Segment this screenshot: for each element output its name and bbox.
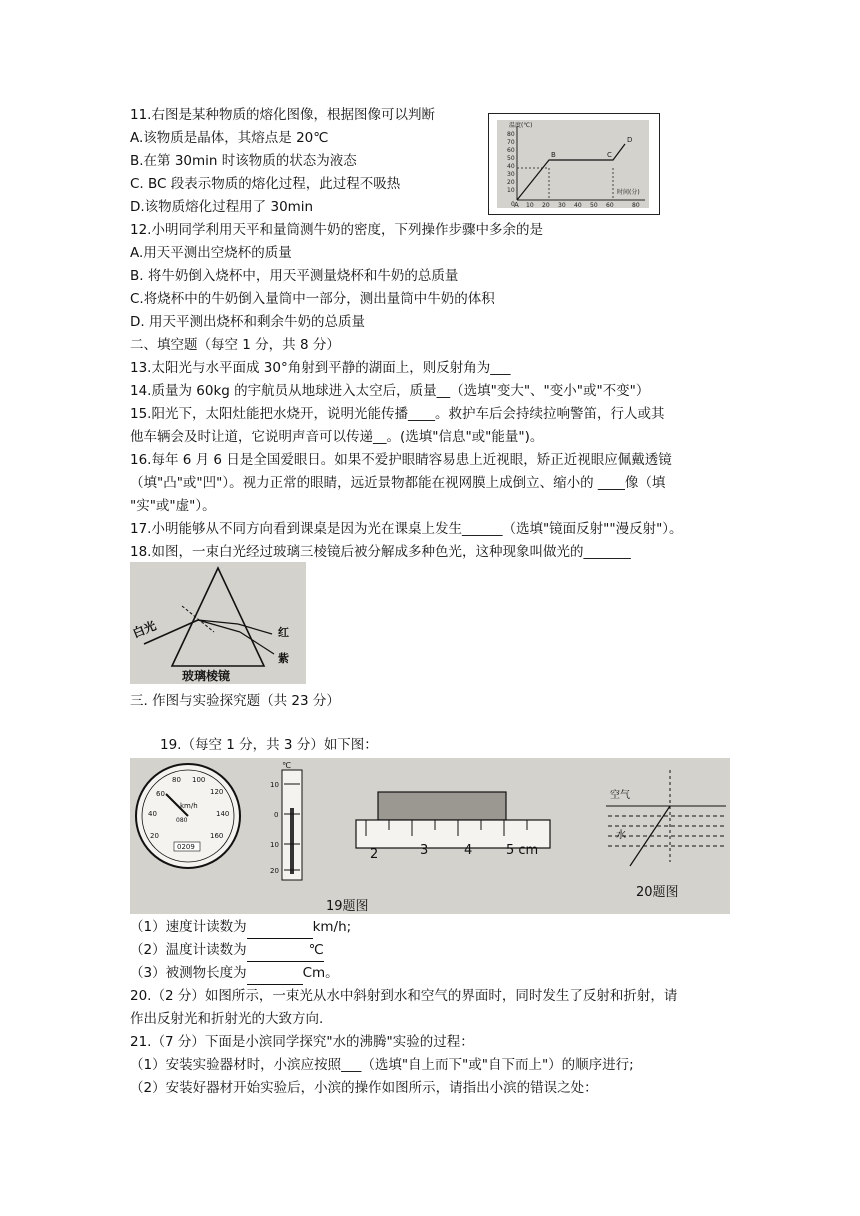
prism-caption: 玻璃棱镜 bbox=[182, 669, 231, 683]
speed-tick: 60 bbox=[156, 790, 165, 798]
xtick: 50 bbox=[590, 202, 598, 208]
q21-line-2: （1）安装实验器材时，小滨应按照___（选填"自上而下"或"自下而上"）的顺序进行; bbox=[130, 1057, 634, 1073]
graph-origin: 0 bbox=[511, 201, 515, 208]
odometer: 0209 bbox=[177, 843, 195, 851]
xtick: 40 bbox=[574, 202, 582, 208]
q16-line-2: （填"凸"或"凹"）。视力正常的眼睛，远近景物都能在视网膜上成倒立、缩小的 ____像（填 bbox=[130, 475, 666, 491]
thermo-tick: 10 bbox=[270, 781, 279, 789]
q19-stem: 19.（每空 1 分，共 3 分）如下图： bbox=[160, 737, 378, 753]
speed-tick: 80 bbox=[172, 776, 181, 784]
q17: 17.小明能够从不同方向看到课桌是因为光在课桌上发生______（选填"镜面反射""漫反射"）。 bbox=[130, 521, 683, 537]
melting-graph bbox=[497, 120, 649, 208]
blank[interactable]: ℃ bbox=[247, 939, 324, 962]
ytick: 20 bbox=[507, 179, 515, 186]
speed-unit: km/h bbox=[180, 802, 198, 810]
ytick: 50 bbox=[507, 155, 515, 162]
xtick: 20 bbox=[542, 202, 550, 208]
q21-line-1: 21.（7 分）下面是小滨同学探究"水的沸腾"实验的过程： bbox=[130, 1034, 474, 1050]
thermo-unit: ℃ bbox=[282, 761, 291, 770]
label-water: 水 bbox=[616, 830, 626, 841]
section-3-heading: 三. 作图与实验探究题（共 23 分） bbox=[130, 693, 340, 709]
speedometer bbox=[136, 764, 240, 868]
label-violet: 紫 bbox=[278, 652, 289, 665]
ruler-tick: 2 bbox=[370, 847, 379, 862]
q18: 18.如图，一束白光经过玻璃三棱镜后被分解成多种色光，这种现象叫做光的_______ bbox=[130, 544, 631, 560]
point-b: B bbox=[551, 151, 556, 159]
graph-xlabel: 时间(分) bbox=[617, 189, 640, 196]
section-2-heading: 二、填空题（每空 1 分，共 8 分） bbox=[130, 337, 340, 353]
point-a: A bbox=[514, 201, 519, 208]
speed-inner-ticks: 080 bbox=[176, 817, 188, 824]
q12-stem: 12.小明同学利用天平和量筒测牛奶的密度，下列操作步骤中多余的是 bbox=[130, 222, 543, 238]
melting-graph-frame bbox=[488, 113, 660, 215]
point-d: D bbox=[627, 136, 633, 144]
speed-tick: 100 bbox=[192, 776, 206, 784]
thermo-tick: 20 bbox=[270, 867, 279, 875]
ytick: 10 bbox=[507, 187, 515, 194]
ytick: 30 bbox=[507, 171, 515, 178]
ytick: 80 bbox=[507, 131, 515, 138]
q12-option-a: A.用天平测出空烧杯的质量 bbox=[130, 245, 292, 261]
instruments-figure bbox=[130, 758, 730, 914]
thermo-tick: 0 bbox=[274, 811, 279, 819]
q15-line-2: 他车辆会及时让道，它说明声音可以传递__。(选填"信息"或"能量")。 bbox=[130, 429, 544, 445]
q12-option-b: B. 将牛奶倒入烧杯中，用天平测量烧杯和牛奶的总质量 bbox=[130, 268, 459, 284]
xtick: 30 bbox=[558, 202, 566, 208]
ytick: 60 bbox=[507, 147, 515, 154]
caption-20: 20题图 bbox=[636, 885, 679, 900]
q11-option-b: B.在第 30min 时该物质的状态为液态 bbox=[130, 153, 357, 169]
q21-line-3: （2）安装好器材开始实验后，小滨的操作如图所示，请指出小滨的错误之处： bbox=[130, 1080, 598, 1096]
q19-answer-2: （2）温度计读数为 ℃ bbox=[130, 939, 324, 962]
thermo-tick: 10 bbox=[270, 841, 279, 849]
q20-line-2: 作出反射光和折射光的大致方向. bbox=[130, 1011, 324, 1027]
refraction-diagram bbox=[606, 770, 726, 900]
xtick: 80 bbox=[632, 202, 640, 208]
q16-line-1: 16.每年 6 月 6 日是全国爱眼日。如果不爱护眼睛容易患上近视眼，矫正近视眼应佩戴透镜 bbox=[130, 452, 672, 468]
thermometer bbox=[270, 761, 302, 880]
ruler-tick: 4 bbox=[464, 843, 473, 858]
q20-line-1: 20.（2 分）如图所示，一束光从水中斜射到水和空气的界面时，同时发生了反射和折射，请 bbox=[130, 988, 678, 1004]
speed-tick: 160 bbox=[210, 832, 224, 840]
xtick: 10 bbox=[526, 202, 534, 208]
q19-answer-3: （3）被测物长度为 Cm。 bbox=[130, 962, 339, 985]
q11-option-c: C. BC 段表示物质的熔化过程，此过程不吸热 bbox=[130, 176, 401, 192]
q11-stem: 11.右图是某种物质的熔化图像，根据图像可以判断 bbox=[130, 107, 435, 123]
prism-triangle bbox=[172, 568, 264, 666]
blank[interactable] bbox=[247, 916, 313, 939]
q12-option-c: C.将烧杯中的牛奶倒入量筒中一部分，测出量筒中牛奶的体积 bbox=[130, 291, 495, 307]
speed-tick: 140 bbox=[216, 810, 230, 818]
ytick: 70 bbox=[507, 139, 515, 146]
graph-xticks bbox=[526, 202, 640, 208]
q12-option-d: D. 用天平测出烧杯和剩余牛奶的总质量 bbox=[130, 314, 365, 330]
graph-yticks bbox=[507, 131, 515, 194]
q19-answer-1: （1）速度计读数为 km/h; bbox=[130, 916, 351, 939]
speed-tick: 20 bbox=[150, 832, 159, 840]
ruler bbox=[356, 792, 550, 862]
q11-option-d: D.该物质熔化过程用了 30min bbox=[130, 199, 314, 215]
q11-option-a: A.该物质是晶体，其熔点是 20℃ bbox=[130, 130, 329, 146]
speed-tick: 40 bbox=[148, 810, 157, 818]
speed-tick: 120 bbox=[210, 788, 224, 796]
measured-block bbox=[378, 792, 506, 820]
q14: 14.质量为 60kg 的宇航员从地球进入太空后，质量__（选填"变大"、"变小"或"不变"） bbox=[130, 383, 650, 399]
ruler-tick: 3 bbox=[420, 843, 429, 858]
graph-ylabel: 温度(℃) bbox=[509, 122, 533, 129]
point-c: C bbox=[607, 151, 612, 159]
ytick: 40 bbox=[507, 163, 515, 170]
xtick: 60 bbox=[606, 202, 614, 208]
caption-19: 19题图 bbox=[326, 899, 369, 914]
label-air: 空气 bbox=[610, 790, 630, 801]
q16-line-3: "实"或"虚"）。 bbox=[130, 498, 216, 514]
label-red: 红 bbox=[278, 626, 289, 639]
prism-figure bbox=[130, 562, 306, 684]
q13: 13.太阳光与水平面成 30°角射到平静的湖面上，则反射角为___ bbox=[130, 360, 511, 376]
label-white-light: 白光 bbox=[130, 618, 159, 641]
q15-line-1: 15.阳光下，太阳灶能把水烧开，说明光能传播____。救护车后会持续拉响警笛，行人或其 bbox=[130, 406, 665, 422]
ruler-tick: 5 cm bbox=[506, 843, 539, 858]
blank[interactable] bbox=[247, 962, 303, 985]
